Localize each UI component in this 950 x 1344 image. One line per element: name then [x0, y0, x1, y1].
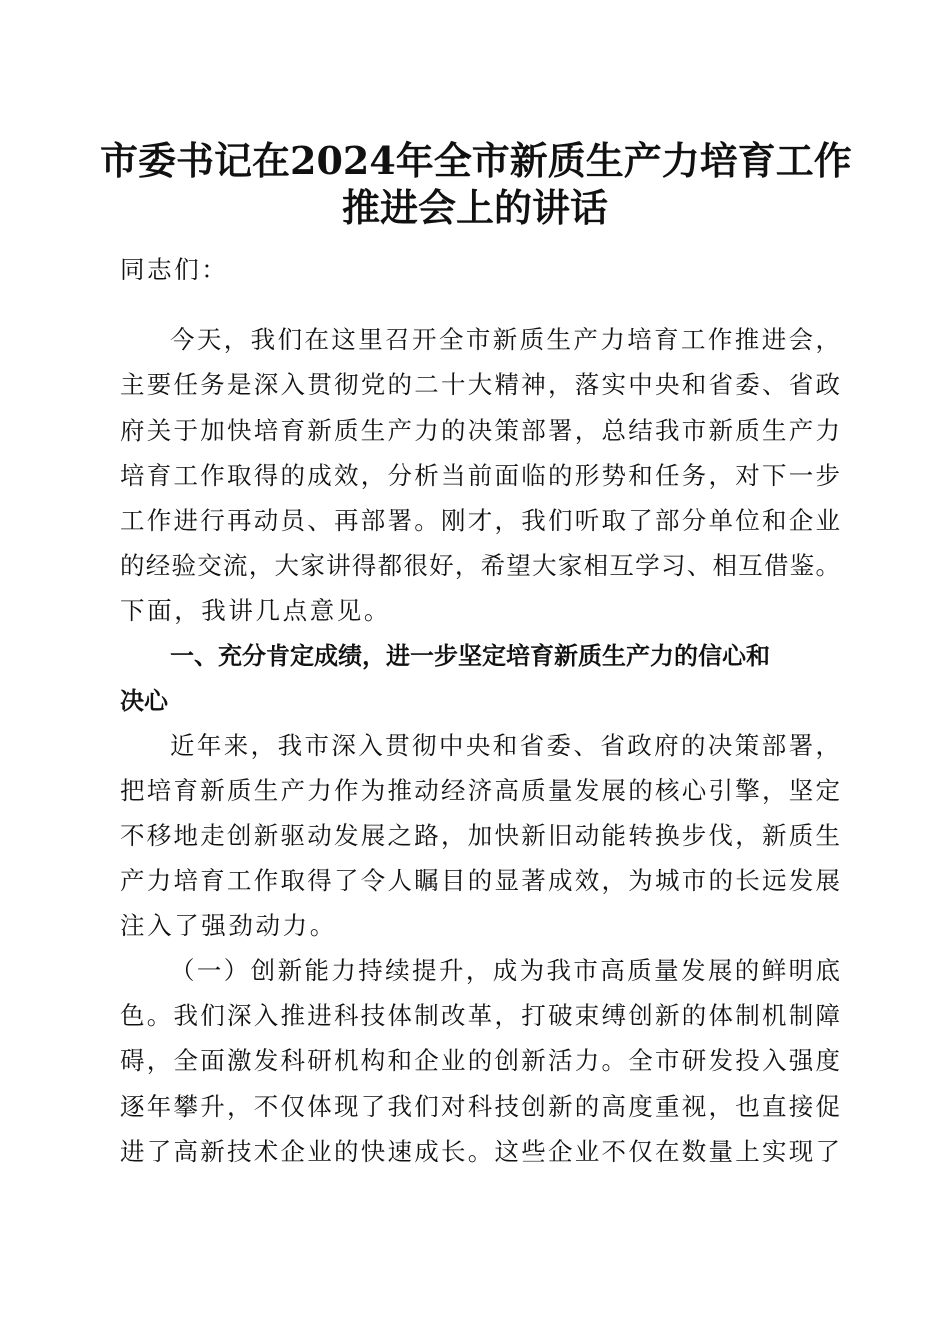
- paragraph-line: 注入了强劲动力。: [120, 911, 337, 940]
- section-heading-line-2: 决心: [120, 687, 168, 715]
- paragraph-line: 主要任务是深入贯彻党的二十大精神，落实中央和省委、省政: [120, 370, 840, 399]
- document-title-line-1: 市委书记在2024年全市新质生产力培育工作: [100, 138, 852, 183]
- paragraph-line: 近年来，我市深入贯彻中央和省委、省政府的决策部署，: [170, 731, 840, 760]
- document-title-line-2: 推进会上的讲话: [341, 185, 608, 230]
- paragraph-line: （一）创新能力持续提升，成为我市高质量发展的鲜明底: [170, 956, 840, 985]
- paragraph-line: 今天，我们在这里召开全市新质生产力培育工作推进会，: [170, 325, 840, 354]
- paragraph-line: 碍，全面激发科研机构和企业的创新活力。全市研发投入强度: [120, 1046, 840, 1075]
- section-heading-line-1: 一、充分肯定成绩，进一步坚定培育新质生产力的信心和: [170, 642, 770, 670]
- salutation: 同志们：: [120, 255, 229, 284]
- paragraph-line: 培育工作取得的成效，分析当前面临的形势和任务，对下一步: [120, 461, 840, 490]
- paragraph-line: 逐年攀升，不仅体现了我们对科技创新的高度重视，也直接促: [120, 1092, 840, 1121]
- paragraph-line: 府关于加快培育新质生产力的决策部署，总结我市新质生产力: [120, 416, 840, 445]
- paragraph-line: 产力培育工作取得了令人瞩目的显著成效，为城市的长远发展: [120, 866, 840, 895]
- paragraph-line: 色。我们深入推进科技体制改革，打破束缚创新的体制机制障: [120, 1001, 840, 1030]
- paragraph-line: 进了高新技术企业的快速成长。这些企业不仅在数量上实现了: [120, 1137, 840, 1166]
- paragraph-line: 把培育新质生产力作为推动经济高质量发展的核心引擎，坚定: [120, 776, 840, 805]
- paragraph-line: 的经验交流，大家讲得都很好，希望大家相互学习、相互借鉴。: [120, 551, 840, 580]
- paragraph-line: 下面，我讲几点意见。: [120, 596, 391, 625]
- paragraph-line: 工作进行再动员、再部署。刚才，我们听取了部分单位和企业: [120, 506, 840, 535]
- paragraph-line: 不移地走创新驱动发展之路，加快新旧动能转换步伐，新质生: [120, 821, 840, 850]
